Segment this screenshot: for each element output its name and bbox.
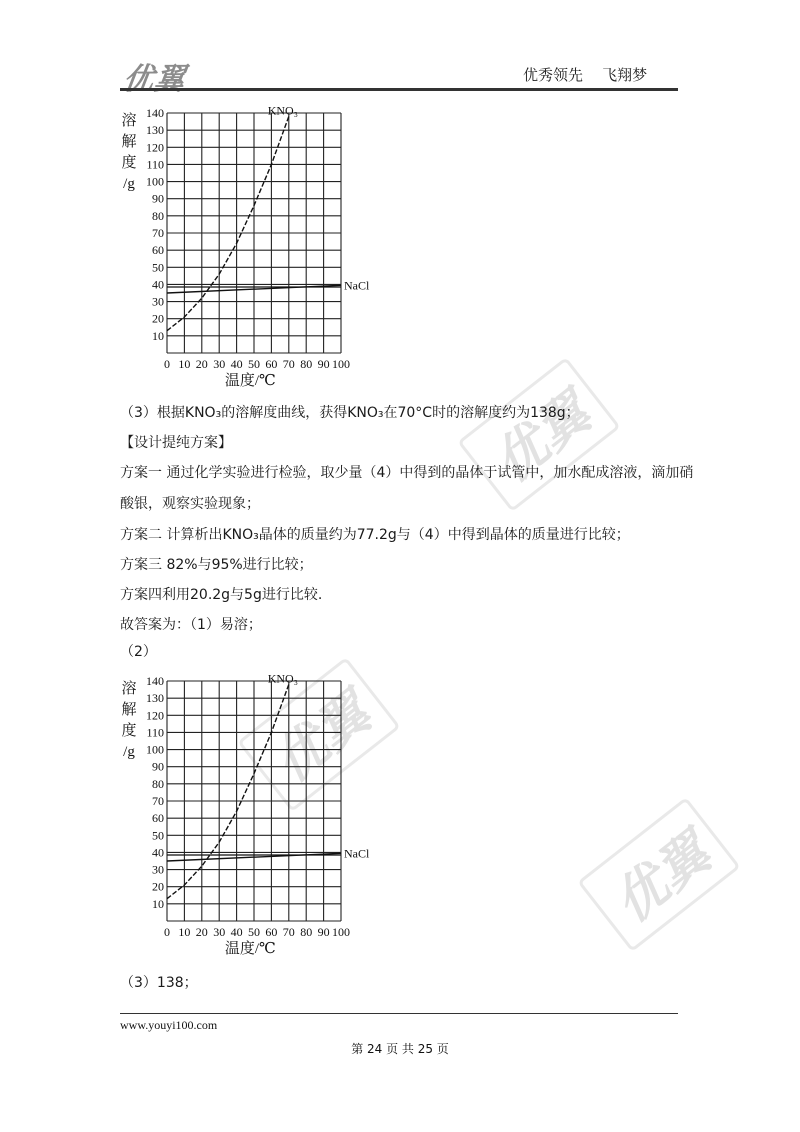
x-tick-label: 80 (300, 925, 313, 939)
y-tick-label: 50 (152, 828, 164, 843)
series-label: NaCl (344, 278, 370, 293)
x-tick-label: 50 (248, 925, 260, 939)
header-rule (120, 88, 678, 91)
x-tick-label: 100 (332, 925, 350, 939)
watermark: 优翼 (577, 797, 741, 952)
y-tick-label: 140 (146, 106, 164, 120)
solubility-chart-svg (110, 668, 370, 963)
x-tick-label: 50 (248, 357, 260, 371)
x-tick-label: 70 (282, 357, 295, 371)
paragraph: （3）根据KNO₃的溶解度曲线，获得KNO₃在70°C时的溶解度约为138g； (120, 405, 580, 421)
page-number: 第 24 页 共 25 页 (351, 1042, 449, 1056)
y-tick-label: 90 (152, 191, 164, 206)
y-tick-label: 130 (146, 691, 164, 706)
y-tick-label: 140 (146, 674, 164, 688)
x-tick-label: 40 (230, 357, 243, 371)
x-tick-label: 0 (164, 357, 170, 371)
y-tick-label: 100 (146, 742, 164, 757)
y-tick-label: 80 (152, 776, 164, 791)
y-tick-label: 40 (152, 277, 164, 292)
solubility-chart-svg (110, 100, 370, 395)
y-tick-label: 70 (152, 226, 164, 240)
solubility-chart (110, 100, 370, 395)
watermark: 优翼 (237, 657, 401, 812)
y-axis-label: 度 (121, 155, 137, 171)
y-tick-label: 50 (152, 260, 164, 275)
series-label: KNO₃ (267, 103, 298, 118)
y-tick-label: 120 (146, 708, 164, 723)
x-axis-label: 温度/℃ (224, 373, 276, 389)
x-tick-label: 30 (213, 357, 226, 371)
x-tick-label: 10 (178, 357, 191, 371)
footer-rule (120, 1013, 678, 1014)
y-axis-label: 解 (121, 702, 137, 718)
paragraph: 方案一 通过化学实验进行检验，取少量（4）中得到的晶体于试管中，加水配成溶液，滴加硝 (120, 465, 694, 481)
paragraph: 方案三 82%与95%进行比较； (120, 557, 313, 573)
x-axis-label: 温度/℃ (224, 941, 276, 957)
x-tick-label: 90 (317, 357, 330, 371)
y-axis-label: /g (123, 176, 135, 192)
y-axis-label: 解 (121, 134, 137, 150)
x-tick-label: 70 (282, 925, 295, 939)
y-axis-label: 度 (121, 723, 137, 739)
y-tick-label: 120 (146, 140, 164, 155)
y-tick-label: 20 (152, 311, 164, 326)
x-tick-label: 60 (265, 357, 278, 371)
solubility-chart (110, 668, 370, 963)
x-tick-label: 0 (164, 925, 170, 939)
x-tick-label: 20 (195, 925, 208, 939)
y-tick-label: 110 (146, 725, 164, 740)
y-tick-label: 60 (152, 243, 164, 258)
x-tick-label: 10 (178, 925, 191, 939)
x-tick-label: 100 (332, 357, 350, 371)
y-tick-label: 60 (152, 811, 164, 826)
paragraph: （3）138； (120, 975, 198, 991)
y-tick-label: 10 (152, 328, 164, 343)
y-tick-label: 10 (152, 896, 164, 911)
x-tick-label: 60 (265, 925, 278, 939)
section-heading: 【设计提纯方案】 (120, 435, 232, 451)
paragraph: 方案四利用20.2g与5g进行比较. (120, 587, 323, 603)
x-tick-label: 80 (300, 357, 313, 371)
paragraph: 方案二 计算析出KNO₃晶体的质量约为77.2g与（4）中得到晶体的质量进行比较； (120, 527, 630, 543)
y-axis-label: /g (123, 744, 135, 760)
series-label: NaCl (344, 846, 370, 861)
y-tick-label: 70 (152, 794, 164, 808)
y-tick-label: 30 (152, 294, 164, 309)
series-line (167, 116, 289, 330)
x-tick-label: 40 (230, 925, 243, 939)
series-label: KNO₃ (267, 671, 298, 686)
watermark: 优翼 (457, 357, 621, 512)
y-tick-label: 90 (152, 759, 164, 774)
header-slogan: 优秀领先 飞翔梦 (523, 66, 648, 84)
x-tick-label: 30 (213, 925, 226, 939)
x-tick-label: 90 (317, 925, 330, 939)
y-tick-label: 20 (152, 879, 164, 894)
x-tick-label: 20 (195, 357, 208, 371)
y-axis-label: 溶 (121, 113, 137, 129)
y-tick-label: 30 (152, 862, 164, 877)
y-tick-label: 100 (146, 174, 164, 189)
paragraph: 酸银，观察实验现象； (120, 496, 260, 512)
y-tick-label: 40 (152, 845, 164, 860)
y-tick-label: 110 (146, 157, 164, 172)
y-tick-label: 80 (152, 208, 164, 223)
y-axis-label: 溶 (121, 681, 137, 697)
footer-url: www.youyi100.com (120, 1018, 218, 1032)
y-tick-label: 130 (146, 123, 164, 138)
paragraph: 故答案为：（1）易溶； (120, 617, 262, 633)
header-logo: 优翼 (121, 62, 188, 97)
series-line (167, 684, 289, 898)
paragraph: （2） (120, 644, 157, 660)
